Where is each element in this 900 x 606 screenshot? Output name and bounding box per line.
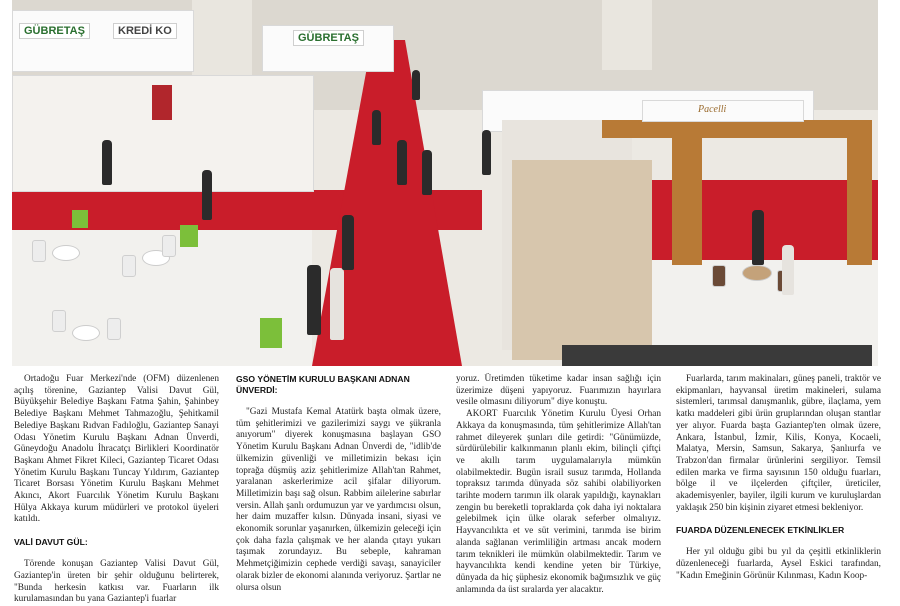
visitor [342, 215, 354, 270]
counter-base [562, 345, 872, 366]
fair-hall-photo [12, 0, 878, 366]
wooden-pillar [672, 125, 702, 265]
chair [712, 265, 726, 287]
table [72, 325, 100, 341]
sign-gubretas-left: GÜBRETAŞ [19, 23, 90, 39]
visitor [397, 140, 407, 185]
flag-banner [152, 85, 172, 120]
visitor [782, 245, 794, 295]
article-column-2 [236, 374, 441, 594]
visitor [202, 170, 212, 220]
paragraph: "Gazi Mustafa Kemal Atatürk başta olmak üzere, tüm şehitlerimizi ve gazilerimizi saygı ve şükranla anıyorum" diyerek konuşmasına başlayan GSO Yönetim Kurulu Başkanı Adnan Ünverdi de, "idlib'de ülkemizin güvenliği ve milletimizin bekası için toprağa düşmüş aziz şehitlerimize Allah'tan Rahmet, yaralanan askerlerimize acil şifalar diliyorum. Milletimizin başı sağ olsun. Rabbim ailelerine sabırlar versin. Allah şanlı ordumuzun yar ve yardımcısı olsun, her daim muzaffer kılsın. Dünyada insani, siyasi ve ekonomik sorunlar yaşanırken, ülkemizin geleceği için çok daha fazla çalışmak ve her alanda çıtayı yukarı taşımak zorundayız. Bu sebeple, kahraman Mehmetçiğimizin cephede verdiği savaşı, sanayiciler olarak bizler de ekonomi alanında veriyoruz. Şartlar ne olursa olsun [236, 407, 441, 593]
sign-kredi: KREDİ KO [113, 23, 177, 39]
visitor [102, 140, 112, 185]
gubretas-booth [12, 10, 194, 72]
paragraph: yoruz. Üretimden tüketime kadar insan sağlığı için üzerimize düşeni yapıyoruz. Fuarımızın hayırlara vesile olmasını diliyorum" diye konuştu. [456, 374, 661, 408]
wooden-beam [602, 120, 872, 138]
subheading-gso: GSO YÖNETİM KURULU BAŞKANI ADNAN ÜNVERDİ: [236, 374, 410, 395]
visitor [372, 110, 381, 145]
paragraph: Her yıl olduğu gibi bu yıl da çeşitli etkinliklerin düzenleneceği fuarlarda, Aysel Eskici tarafından, "Kadın Emeğinin Görünür Kılınması, Kadın Koop- [676, 547, 881, 581]
visitor [307, 265, 321, 335]
display-cube [260, 318, 282, 348]
central-stand-wall [512, 160, 652, 360]
paragraph: Fuarlarda, tarım makinaları, güneş paneli, traktör ve ekipmanları, hayvansal üretim makineleri, sulama sistemleri, tarımsal danışmanlık, gübre, ilaçlama, yem katkı maddeleri gibi ürün gruplarından oluşan stantlar yer alıyor. Fuarda başta Gaziantep'ten olmak üzere, Ankara, İstanbul, İzmir, Kilis, Konya, Kocaeli, Malatya, Mersin, Samsun, Sakarya, Şanlıurfa ve Trabzon'dan firmalar ürünlerini sergiliyor. Temsil edilen marka ve firma sayısının 150 olduğu fuarları, bölge il ve ilçelerden çiftçiler, üreticiler, akademisyenler, bayiler, ilgili kurum ve kuruluşlardan yaklaşık 250 bin kişinin ziyaret etmesi bekleniyor. [676, 374, 881, 513]
pillar [602, 0, 652, 70]
visitor [752, 210, 764, 265]
article-body [12, 374, 890, 605]
chair [122, 255, 136, 277]
paragraph: Törende konuşan Gaziantep Valisi Davut Gül, Gaziantep'in üreten bir şehir olduğunu belirterek, "Bunda herkesin katkısı var. Fuarların ilk kurulamasından bu yana Gaziantep'i fuarlar [14, 559, 219, 605]
visitor [482, 130, 491, 175]
sign-paselli-right: Pacelli [698, 104, 727, 115]
paragraph: AKORT Fuarcılık Yönetim Kurulu Üyesi Orhan Akkaya da konuşmasında, tüm şehitlerimize Allah'tan rahmet dileyerek şunları dile getirdi: "Günümüzde, sürdürülebilir kalkınmanın planlı ekim, bilinçli çiftçi ve akıllı tarım uygulamalarıyla mümkün olabilmektedir. Bugün israil susuz tarımda, Hollanda topraksız tarımda dünyada söz sahibi olabiliyorken tarihte modern tarımın ilk olarak yapıldığı, kaynakları zengin bu bereketli topraklarda çok daha iyi noktalara gelebilmek için ülke olarak seferber olmalıyız. Hayvancılıkta et ve süt verimini, tarımda ise birim alanda sağlanan verimliliğin artması ancak modern tarım teknikleri ile mümkün olabilmektedir. Tarım ve hayvancılıkta kendi kendine yeten bir Türkiye, dünyada da hiç şüphesiz ekonomik bağımsızlık ve güç anlamında da üst sıralarda yer alacaktır. [456, 409, 661, 595]
visitor [422, 150, 432, 195]
visitor [330, 268, 344, 340]
article-column-1 [14, 374, 219, 606]
table [52, 245, 80, 261]
article-column-3 [456, 374, 661, 596]
paselli-sign-board [642, 100, 804, 122]
chair [107, 318, 121, 340]
article-column-4 [676, 374, 881, 583]
chair [52, 310, 66, 332]
paragraph: Ortadoğu Fuar Merkezi'nde (OFM) düzenlenen açılış törenine, Gaziantep Valisi Davut Gül, Büyükşehir Belediye Başkanı Fatma Şahin, Şahinbey Belediye Başkanı Mehmet Tahmazoğlu, Şehitkamil Belediye Başkanı Rıdvan Fadıloğlu, Gaziantep Sanayi Odası Yönetim Kurulu Başkanı Adnan Ünverdi, Güneydoğu Anadolu İhracatçı Birlikleri Koordinatör Başkanı Ahmet Fikret Kileci, Gaziantep Ticaret Odası Yönetim Kurulu Başkanı Tuncay Yıldırım, Gaziantep Ticaret Borsası Yönetim Kurulu Başkanı Mehmet Akıncı, Akort Fuarcılık Yönetim Kurulu Başkanı Hülya Akkaya kurum müdürleri ve protokol üyeleri katıldı. [14, 374, 219, 525]
visitor [412, 70, 420, 100]
chair [32, 240, 46, 262]
table [742, 265, 772, 281]
sign-gubretas-center: GÜBRETAŞ [293, 30, 364, 46]
gubretas-booth-center [262, 25, 394, 72]
subheading-etkinlikler: FUARDA DÜZENLENECEK ETKİNLİKLER [676, 525, 845, 536]
display-cube [72, 210, 88, 228]
display-cube [180, 225, 198, 247]
subheading-vali: VALİ DAVUT GÜL: [14, 537, 88, 548]
wooden-pillar [847, 125, 872, 265]
chair [162, 235, 176, 257]
